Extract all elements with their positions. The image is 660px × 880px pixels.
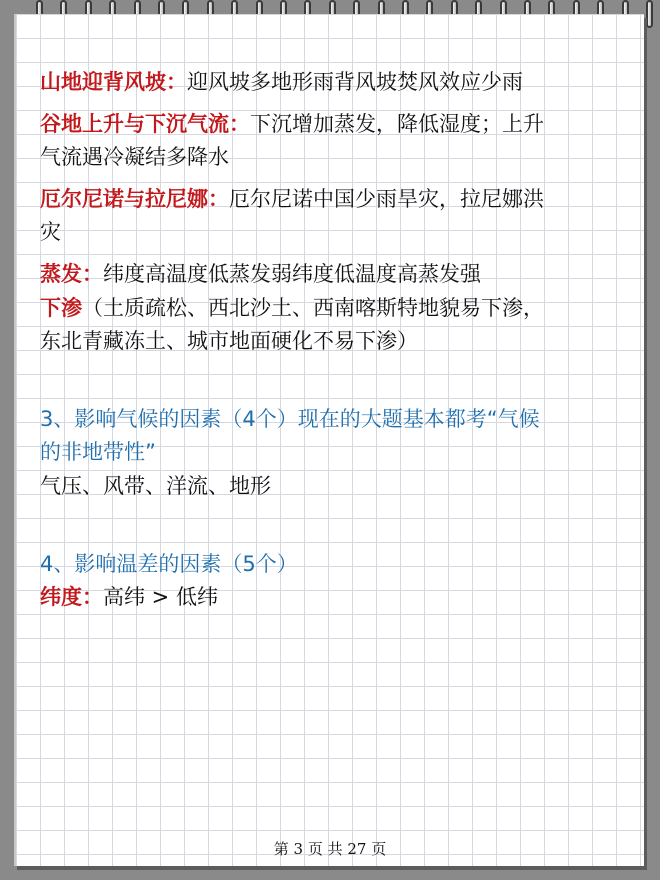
section-3-text: 气压、风带、洋流、地形 (40, 473, 271, 498)
entry-text: 厄尔尼诺中国少雨旱灾，拉尼娜洪 (229, 186, 544, 211)
notes-content (40, 66, 620, 615)
section-4-heading: 4、影响温差的因素（5个） (40, 551, 298, 576)
section-4-entry (40, 581, 620, 615)
section-3-heading: 3、影响气候的因素（4个）现在的大题基本都考“气候 (40, 406, 540, 431)
entry-infiltration (40, 292, 620, 326)
entry-text: 高纬 > 低纬 (103, 585, 218, 610)
entry-continuation: 气流遇冷凝结多降水 (40, 145, 229, 170)
entry-key: 谷地上升与下沉气流： (40, 111, 250, 136)
entry-key: 厄尔尼诺与拉尼娜： (40, 186, 229, 211)
entry-text: （土质疏松、西北沙土、西南喀斯特地貌易下渗， (82, 295, 544, 320)
entry-text: 纬度高温度低蒸发弱纬度低温度高蒸发强 (103, 261, 481, 286)
entry-valley-airflow (40, 108, 620, 142)
entry-evaporation (40, 258, 620, 292)
entry-key: 山地迎背风坡： (40, 70, 187, 94)
entry-continuation: 东北青藏冻土、城市地面硬化不易下渗） (40, 329, 418, 354)
entry-key: 下渗 (40, 295, 82, 320)
entry-continuation: 灾 (40, 220, 61, 245)
entry-key: 蒸发： (40, 261, 103, 286)
entry-mountain-slope (40, 66, 620, 100)
entry-enso (40, 183, 620, 217)
section-3-heading-continuation: 的非地带性” (40, 440, 156, 465)
entry-text: 迎风坡多地形雨背风坡焚风效应少雨 (187, 70, 523, 94)
page-number-footer: 第 3 页 共 27 页 (273, 840, 387, 858)
spiral-ring (646, 0, 653, 28)
entry-text: 下沉增加蒸发，降低湿度；上升 (250, 111, 544, 136)
entry-key: 纬度： (40, 585, 103, 610)
